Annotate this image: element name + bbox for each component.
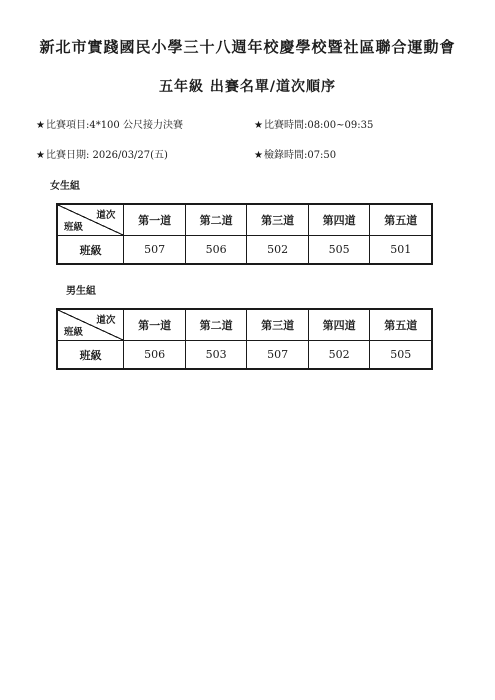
event-text: 比賽項目:4*100 公尺接力決賽 [45,120,183,131]
date-info [36,146,168,161]
girls-group-label: 女生組 [50,181,80,192]
lane-4-header: 第四道 [308,309,370,341]
date-text: 比賽日期: 2026/03/27(五) [45,150,168,161]
corner-lane-label: 道次 [96,315,116,326]
lane-5-header: 第五道 [370,204,432,236]
table-header-row [57,309,432,341]
time-text: 比賽時間:08:00~09:35 [263,120,374,131]
document-title: 新北市實踐國民小學三十八週年校慶學校暨社區聯合運動會 [39,38,456,56]
table-row [57,341,432,370]
boys-lane-table [56,308,433,370]
checkin-info [254,146,336,161]
lane-1-header: 第一道 [124,309,186,341]
lane-3-header: 第三道 [247,204,309,236]
girls-lane-table [56,203,433,265]
lane-5-header: 第五道 [370,309,432,341]
lane-4-header: 第四道 [308,204,370,236]
document-subtitle: 五年級 出賽名單/道次順序 [159,79,336,95]
lane-2-header: 第二道 [185,204,247,236]
lane-5-class: 501 [370,236,432,265]
corner-class-label: 班級 [64,327,84,338]
lane-3-class: 502 [247,236,309,265]
lane-5-class: 505 [370,341,432,370]
lane-2-header: 第二道 [185,309,247,341]
row-header: 班級 [57,236,124,265]
corner-lane-label: 道次 [96,210,116,221]
table-row [57,236,432,265]
star-icon: ★ [36,150,45,161]
corner-class-label: 班級 [64,222,84,233]
star-icon: ★ [36,120,45,131]
lane-1-header: 第一道 [124,204,186,236]
boys-group-label: 男生組 [66,286,96,297]
corner-cell [57,309,124,341]
lane-1-class: 506 [124,341,186,370]
star-icon: ★ [254,120,263,131]
lane-1-class: 507 [124,236,186,265]
star-icon: ★ [254,150,263,161]
table-header-row [57,204,432,236]
event-info [36,116,183,131]
corner-cell [57,204,124,236]
time-info [254,116,373,131]
lane-4-class: 505 [308,236,370,265]
lane-3-header: 第三道 [247,309,309,341]
lane-4-class: 502 [308,341,370,370]
lane-2-class: 506 [185,236,247,265]
lane-3-class: 507 [247,341,309,370]
row-header: 班級 [57,341,124,370]
checkin-text: 檢錄時間:07:50 [263,150,337,161]
lane-2-class: 503 [185,341,247,370]
